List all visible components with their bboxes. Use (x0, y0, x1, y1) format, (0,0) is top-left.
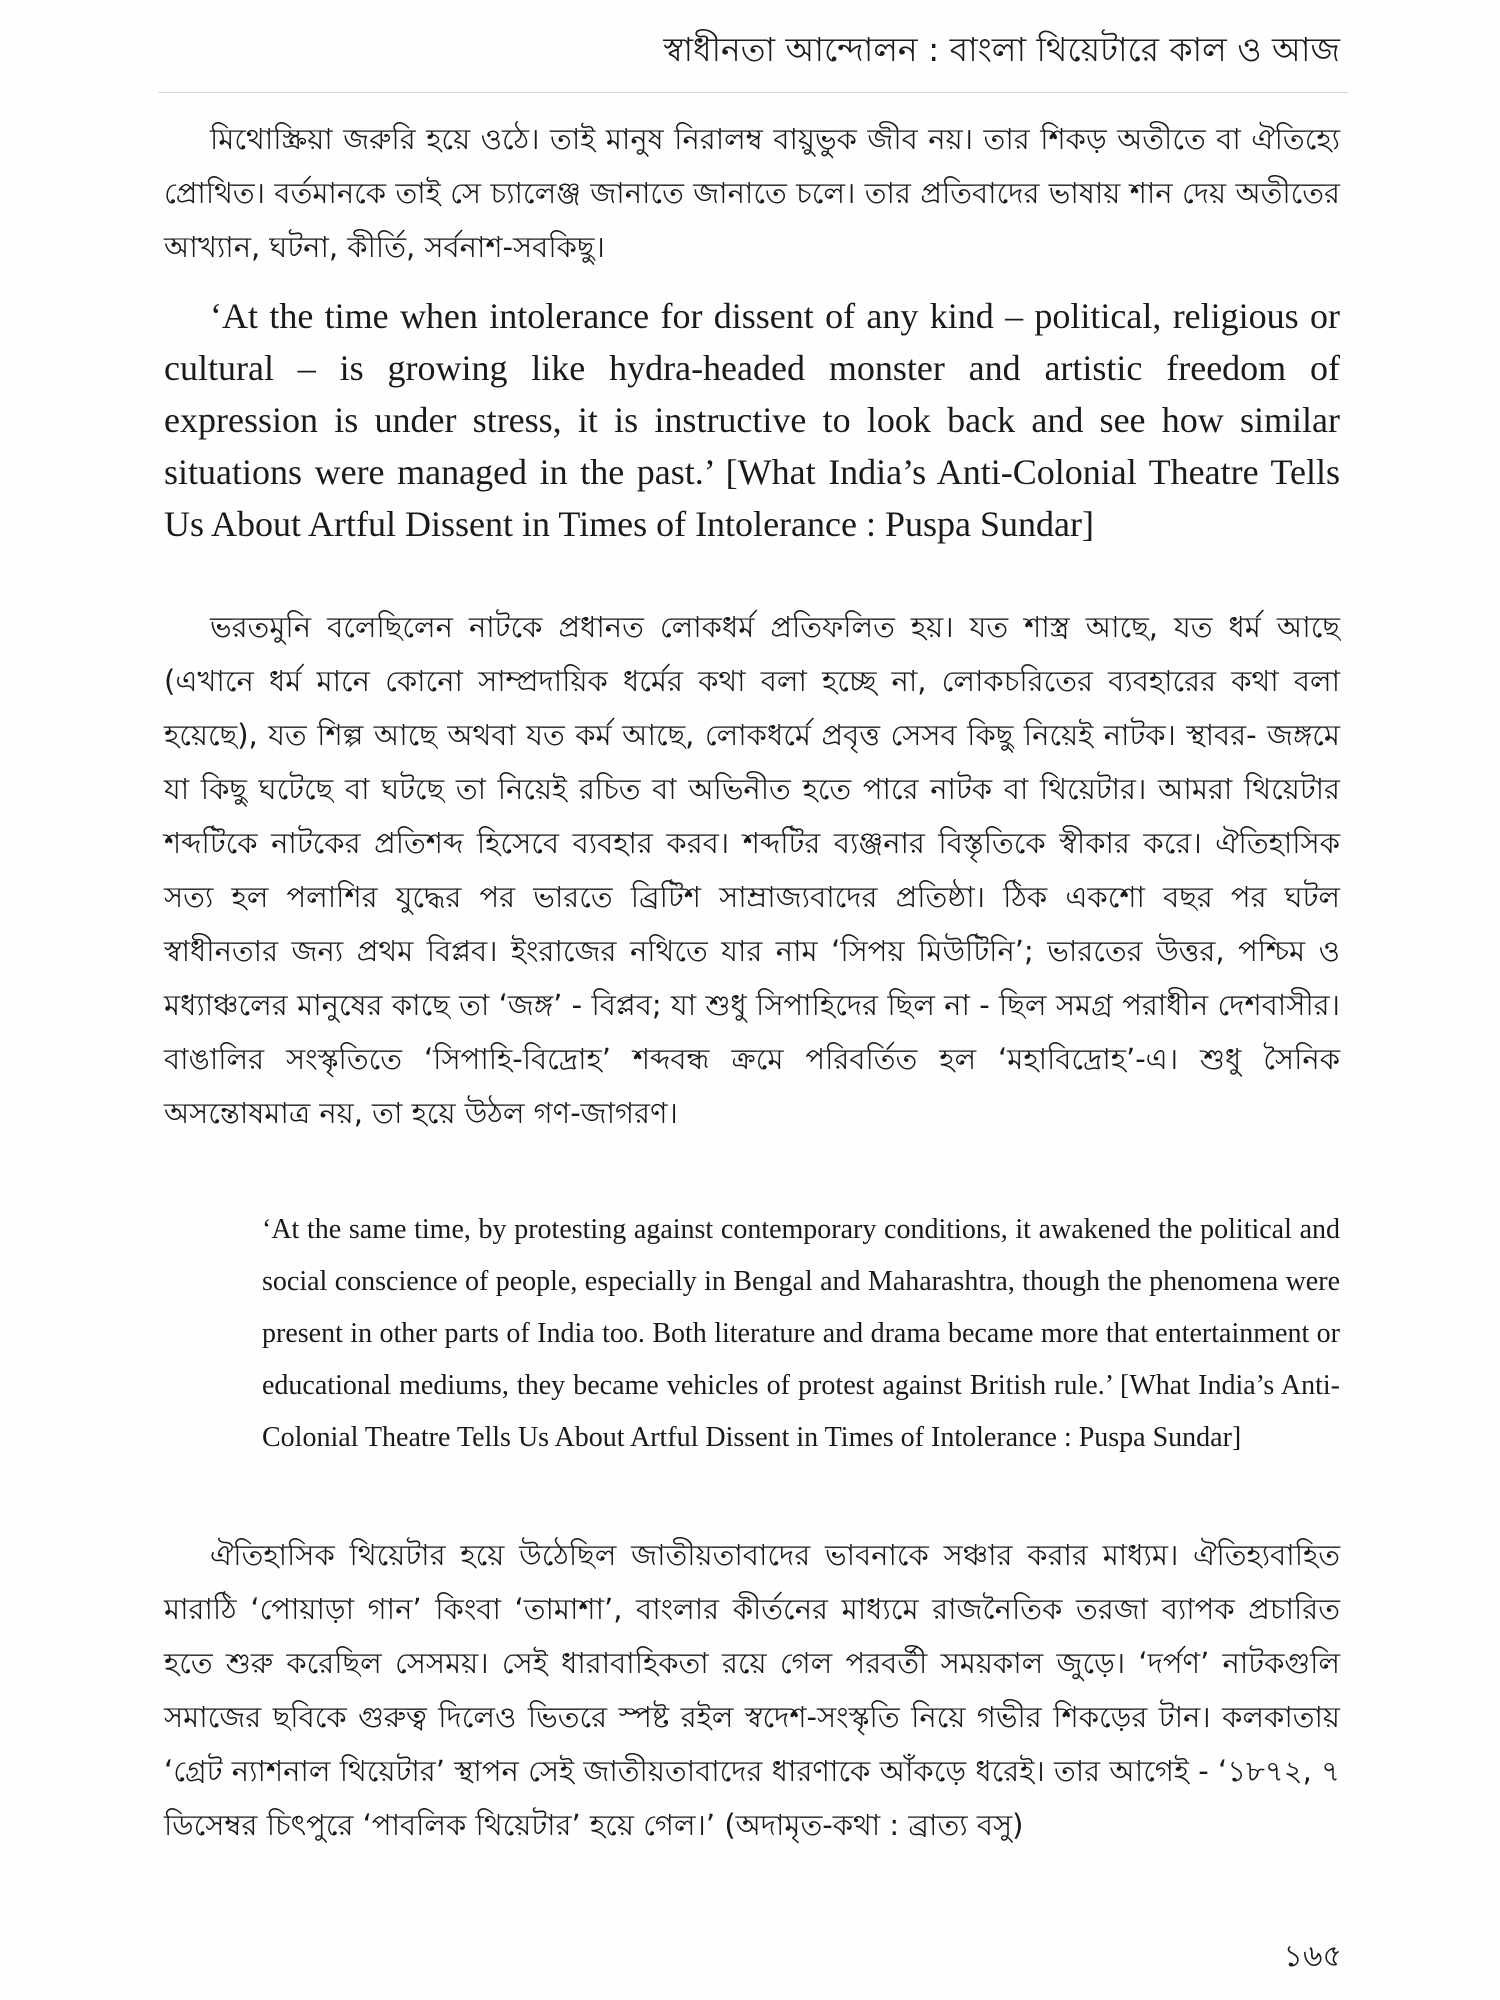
paragraph-3: ঐতিহাসিক থিয়েটার হয়ে উঠেছিল জাতীয়তাবাদের ভাবনাকে সঞ্চার করার মাধ্যম। ঐতিহ্যবাহিত মারাঠি ‘পোয়াড়া গান’ কিংবা ‘তামাশা’, বাংলার কীর্তনের মাধ্যমে রাজনৈতিক তরজা ব্যাপক প্রচারিত হতে শুরু করেছিল সেসময়। সেই ধারাবাহিকতা রয়ে গেল পরবর্তী সময়কাল জুড়ে। ‘দর্পণ’ নাটকগুলি সমাজের ছবিকে গুরুত্ব দিলেও ভিতরে স্পষ্ট রইল স্বদেশ-সংস্কৃতি নিয়ে গভীর শিকড়ের টান। কলকাতায় ‘গ্রেট ন্যাশনাল থিয়েটার’ স্থাপন সেই জাতীয়তাবাদের ধারণাকে আঁকড়ে ধরেই। তার আগেই - ‘১৮৭২, ৭ ডিসেম্বর চিৎপুরে ‘পাবলিক থিয়েটার’ হয়ে গেল।’ (অদামৃত-কথা : ব্রাত্য বসু) (164, 1538, 1340, 1842)
quote-paragraph-1: ‘At the time when intolerance for dissent of any kind – political, religious or cultural – is growing like hydra-headed monster and artistic freedom of expression is under stress, it is instructive to look back and see how similar situations were managed in the past.’ [What India’s Anti-Colonial Theatre Tells Us About Artful Dissent in Times of Intolerance : Puspa Sundar] (164, 296, 1340, 544)
paragraph-2: ভরতমুনি বলেছিলেন নাটকে প্রধানত লোকধর্ম প্রতিফলিত হয়। যত শাস্ত্র আছে, যত ধর্ম আছে (এখানে ধর্ম মানে কোনো সাম্প্রদায়িক ধর্মের কথা বলা হচ্ছে না, লোকচরিতের ব্যবহারের কথা বলা হয়েছে), যত শিল্প আছে অথবা যত কর্ম আছে, লোকধর্মে প্রবৃত্ত সেসব কিছু নিয়েই নাটক। স্থাবর- জঙ্গমে যা কিছু ঘটেছে বা ঘটছে তা নিয়েই রচিত বা অভিনীত হতে পারে নাটক বা থিয়েটার। আমরা থিয়েটার শব্দটিকে নাটকের প্রতিশব্দ হিসেবে ব্যবহার করব। শব্দটির ব্যঞ্জনার বিস্তৃতিকে স্বীকার করে। ঐতিহাসিক সত্য হল পলাশির যুদ্ধের পর ভারতে ব্রিটিশ সাম্রাজ্যবাদের প্রতিষ্ঠা। ঠিক একশো বছর পর ঘটল স্বাধীনতার জন্য প্রথম বিপ্লব। ইংরাজের নথিতে যার নাম ‘সিপয় মিউটিনি’; ভারতের উত্তর, পশ্চিম ও মধ্যাঞ্চলের মানুষের কাছে তা ‘জঙ্গ’ - বিপ্লব; যা শুধু সিপাহিদের ছিল না - ছিল সমগ্র পরাধীন দেশবাসীর। বাঙালির সংস্কৃতিতে ‘সিপাহি-বিদ্রোহ’ শব্দবন্ধ ক্রমে পরিবর্তিত হল ‘মহাবিদ্রোহ’-এ। শুধু সৈনিক অসন্তোষমাত্র নয়, তা হয়ে উঠল গণ-জাগরণ। (164, 610, 1340, 1130)
block-quote-2: ‘At the same time, by protesting against contemporary conditions, it awakened the political and social conscience of people, especially in Bengal and Maharashtra, though the phenomena were present in other parts of India too. Both literature and drama became more that entertainment or educational mediums, they became vehicles of protest against British rule.’ [What India’s Anti-Colonial Theatre Tells Us About Artful Dissent in Times of Intolerance : Puspa Sundar] (262, 1214, 1340, 1453)
page-number: ১৬৫ (1283, 1939, 1342, 1974)
paragraph-1: মিথোস্ক্রিয়া জরুরি হয়ে ওঠে। তাই মানুষ নিরালম্ব বায়ুভুক জীব নয়। তার শিকড় অতীতে বা ঐতিহ্যে প্রোথিত। বর্তমানকে তাই সে চ্যালেঞ্জ জানাতে জানাতে চলে। তার প্রতিবাদের ভাষায় শান দেয় অতীতের আখ্যান, ঘটনা, কীর্তি, সর্বনাশ-সবকিছু। (164, 122, 1340, 264)
header-divider (158, 92, 1348, 93)
running-header: স্বাধীনতা আন্দোলন : বাংলা থিয়েটারে কাল ও আজ (663, 30, 1340, 69)
